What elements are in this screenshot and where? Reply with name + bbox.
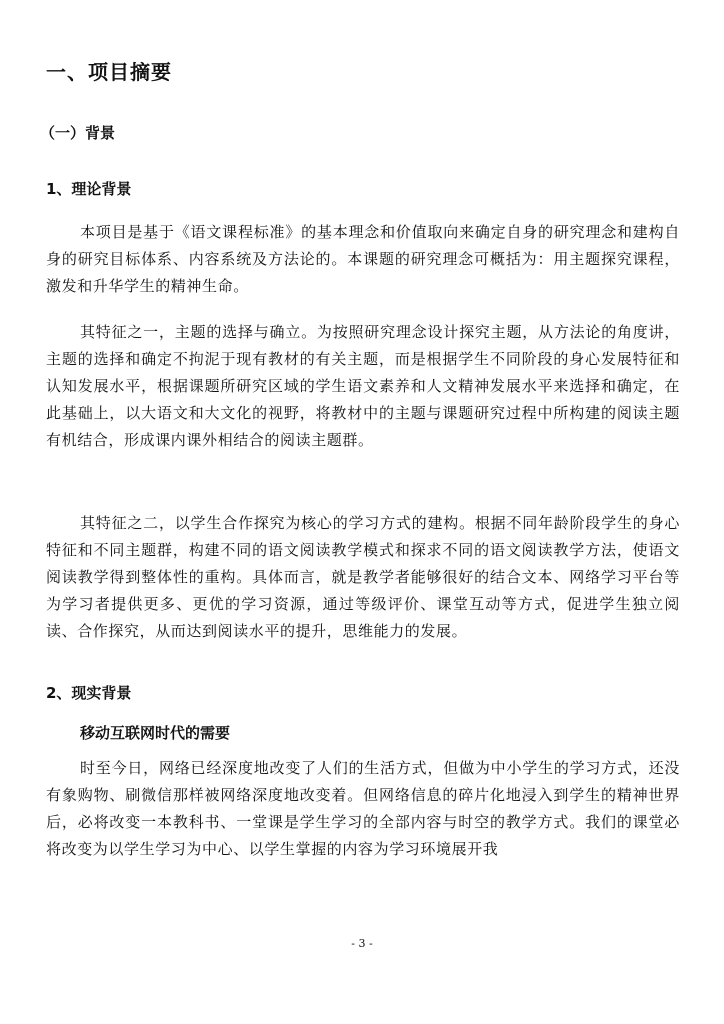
page-number: - 3 -: [351, 937, 373, 950]
heading-background: （一）背景: [40, 124, 116, 142]
heading-theory-background: 1、理论背景: [46, 180, 132, 198]
paragraph-reality-1: 时至今日，网络已经深度地改变了人们的生活方式，但做为中小学生的学习方式，还没有象购物、刷微信那样被网络深度地改变着。但网络信息的碎片化地浸入到学生的精神世界后，必将改变一本教科书、一堂课是学生学习的全部内容与时空的教学方式。我们的课堂必将改变为以学生学习为中心、以学生掌握的内容为学习环境展开我: [46, 759, 680, 858]
paragraph-theory-2: 其特征之一，主题的选择与确立。为按照研究理念设计探究主题，从方法论的角度讲，主题的选择和确定不拘泥于现有教材的有关主题，而是根据学生不同阶段的身心发展特征和认知发展水平，根据课题所研究区域的学生语文素养和人文精神发展水平来选择和确定，在此基础上，以大语文和大文化的视野，将教材中的主题与课题研究过程中所构建的阅读主题有机结合，形成课内课外相结合的阅读主题群。: [46, 323, 680, 449]
paragraph-theory-3: 其特征之二，以学生合作探究为核心的学习方式的建构。根据不同年龄阶段学生的身心特征和不同主题群，构建不同的语文阅读教学模式和探求不同的语文阅读教学方法，使语文阅读教学得到整体性的重构。具体而言，就是教学者能够很好的结合文本、网络学习平台等为学习者提供更多、更优的学习资源，通过等级评价、课堂互动等方式，促进学生独立阅读、合作探究，从而达到阅读水平的提升，思维能力的发展。: [46, 514, 680, 640]
subheading-mobile-internet: 移动互联网时代的需要: [80, 724, 231, 742]
paragraph-theory-1: 本项目是基于《语文课程标准》的基本理念和价值取向来确定自身的研究理念和建构自身的研究目标体系、内容系统及方法论的。本课题的研究理念可概括为：用主题探究课程，激发和升华学生的精神生命。: [46, 223, 680, 295]
heading-project-summary: 一、项目摘要: [46, 60, 172, 84]
heading-reality-background: 2、现实背景: [46, 684, 132, 702]
